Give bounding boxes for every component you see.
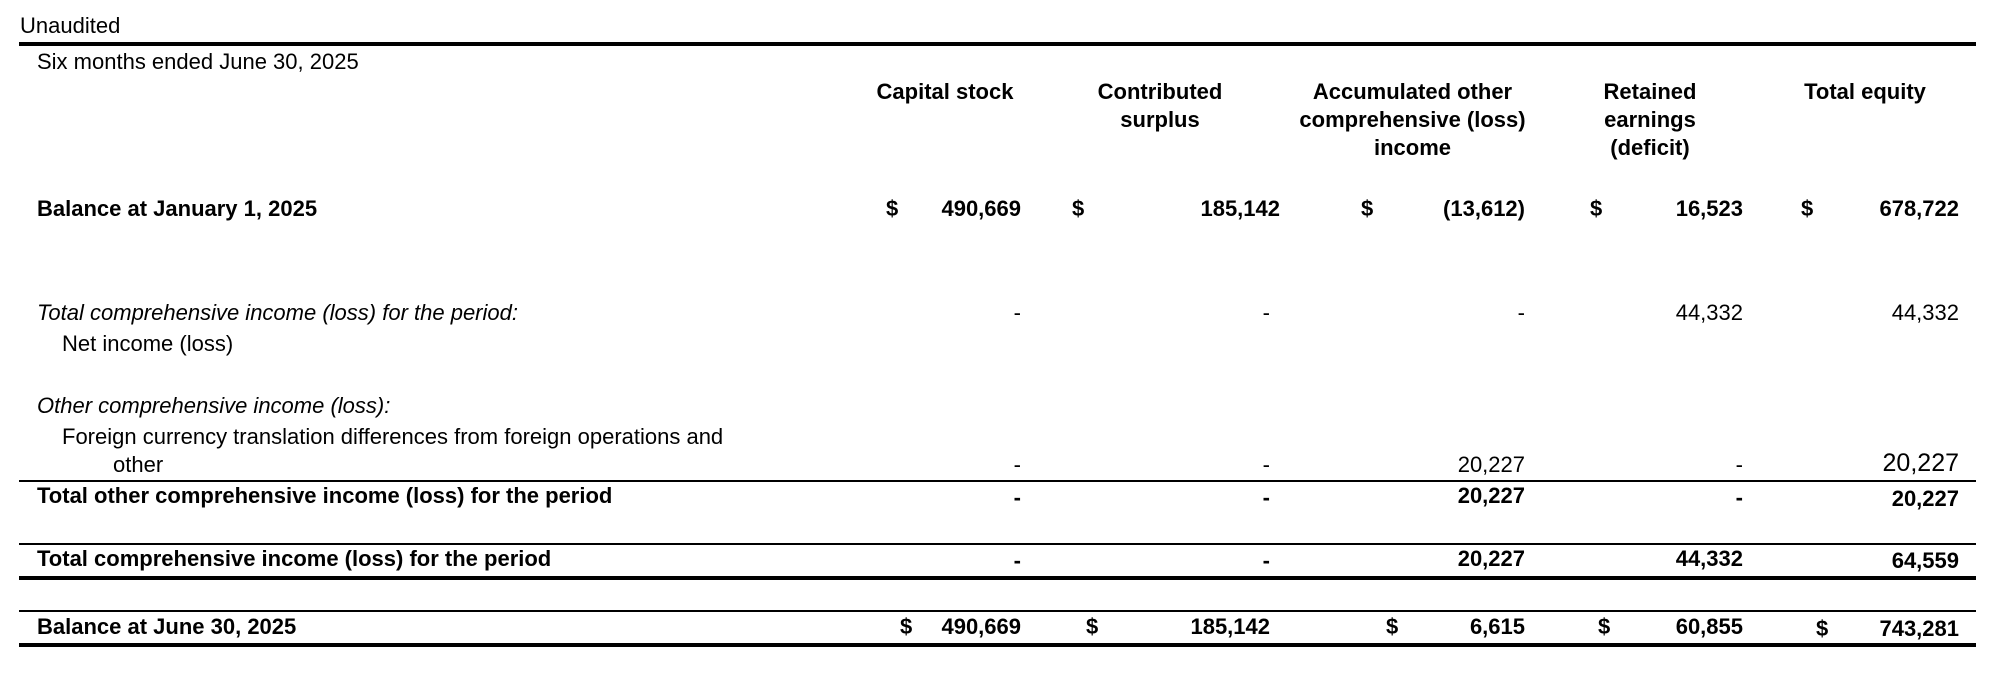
opening-aoci: (13,612) [1443, 196, 1525, 221]
total-oci-label: Total other comprehensive income (loss) for the period [37, 483, 613, 508]
total-ci-total-equity: 64,559 [1891, 548, 1959, 573]
fx-aoci: 20,227 [1457, 452, 1525, 477]
total-ci-retained-earnings: 44,332 [1675, 546, 1743, 571]
net-income-total-equity: 44,332 [1891, 300, 1959, 325]
opening-total-equity: 678,722 [1879, 196, 1959, 221]
currency-symbol: $ [1072, 196, 1085, 221]
fx-label-line1: Foreign currency translation differences from foreign operations and [62, 424, 724, 449]
opening-capital-stock: 490,669 [941, 196, 1021, 221]
closing-balance-label: Balance at June 30, 2025 [37, 614, 297, 639]
fx-capital-stock: - [1013, 452, 1021, 477]
header-aoci: Accumulated other comprehensive (loss) income [1299, 79, 1526, 160]
currency-symbol: $ [1816, 616, 1829, 641]
currency-symbol: $ [886, 196, 899, 221]
currency-symbol: $ [1801, 196, 1814, 221]
fx-total-equity: 20,227 [1882, 449, 1959, 477]
currency-symbol: $ [900, 614, 913, 639]
subtotal-rule [19, 480, 1976, 482]
header-total-equity: Total equity [1804, 79, 1926, 104]
double-rule-top [19, 576, 1976, 580]
currency-symbol: $ [1086, 614, 1099, 639]
closing-aoci: 6,615 [1469, 614, 1525, 639]
header-capital-stock: Capital stock [876, 79, 1014, 104]
net-income-aoci: - [1517, 300, 1525, 325]
net-income-retained-earnings: 44,332 [1675, 300, 1743, 325]
fx-label-line2: other [113, 452, 164, 477]
oci-heading: Other comprehensive income (loss): [37, 393, 391, 418]
bottom-rule [19, 643, 1976, 647]
total-ci-aoci: 20,227 [1457, 546, 1525, 571]
fx-retained-earnings: - [1735, 452, 1743, 477]
header-contributed-surplus: Contributed surplus [1097, 79, 1223, 132]
currency-symbol: $ [1598, 614, 1611, 639]
total-ci-capital-stock: - [1013, 548, 1021, 573]
total-oci-total-equity: 20,227 [1891, 486, 1959, 511]
opening-contributed-surplus: 185,142 [1200, 196, 1280, 221]
tci-heading: Total comprehensive income (loss) for the period: [37, 300, 518, 325]
top-rule [19, 42, 1976, 46]
closing-contributed-surplus: 185,142 [1190, 614, 1270, 639]
unaudited-label: Unaudited [20, 13, 121, 38]
total-rule [19, 543, 1976, 545]
period-label: Six months ended June 30, 2025 [37, 49, 359, 74]
total-ci-label: Total comprehensive income (loss) for the period [37, 546, 552, 571]
net-income-capital-stock: - [1013, 300, 1021, 325]
currency-symbol: $ [1386, 614, 1399, 639]
closing-capital-stock: 490,669 [941, 614, 1021, 639]
opening-retained-earnings: 16,523 [1675, 196, 1743, 221]
total-oci-aoci: 20,227 [1457, 483, 1525, 508]
total-oci-retained-earnings: - [1735, 485, 1743, 510]
total-oci-contributed-surplus: - [1262, 485, 1270, 510]
currency-symbol: $ [1361, 196, 1374, 221]
fx-contributed-surplus: - [1262, 452, 1270, 477]
closing-rule [19, 610, 1976, 612]
total-oci-capital-stock: - [1013, 485, 1021, 510]
total-ci-contributed-surplus: - [1262, 548, 1270, 573]
opening-balance-label: Balance at January 1, 2025 [37, 196, 318, 221]
currency-symbol: $ [1590, 196, 1603, 221]
closing-retained-earnings: 60,855 [1675, 614, 1743, 639]
closing-total-equity: 743,281 [1879, 616, 1959, 641]
net-income-label: Net income (loss) [62, 331, 234, 356]
net-income-contributed-surplus: - [1262, 300, 1270, 325]
header-retained-earnings: Retained earnings (deficit) [1603, 79, 1697, 160]
